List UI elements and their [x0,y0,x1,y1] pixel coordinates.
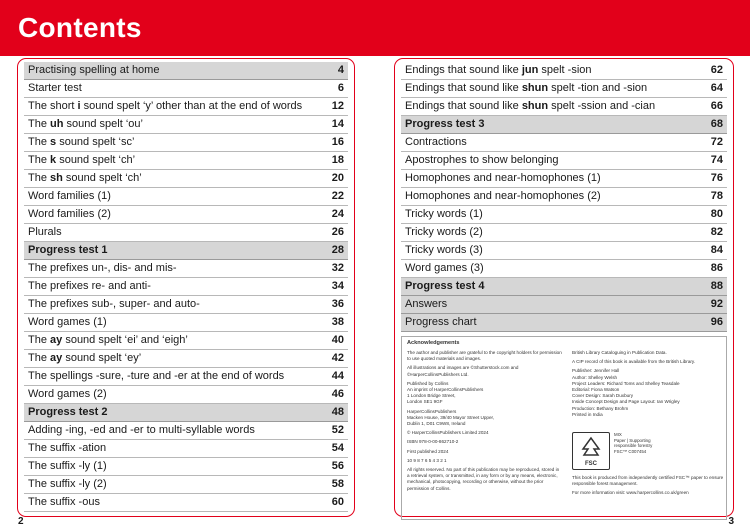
contents-row [401,188,727,206]
contents-row [401,242,727,260]
acknowledgement-paragraph: All rights reserved. No part of this publication may be reproduced, stored in a retrieval system, or transmitted, in any form or by any means, electronic, mechanical, photocopying, recording or otherwise, without the prior permission of Collins. [407,467,560,491]
acknowledgement-paragraph: HarperCollinsPublishers Macken House, 39/40 Mayor Street Upper, Dublin 1, D01 C9W8, Ireland [407,408,495,427]
contents-row-page: 54 [331,442,344,454]
contents-row-page: 12 [331,100,344,112]
contents-row-title: Tricky words (3) [405,244,483,256]
contents-row-page: 46 [331,388,344,400]
contents-row-page: 72 [710,136,723,148]
contents-row [24,242,348,260]
contents-row-page: 96 [710,316,723,328]
contents-row-page: 40 [331,334,344,346]
acknowledgements-col-a [407,350,562,495]
contents-row-page: 86 [710,262,723,274]
contents-row-title: The k sound spelt ‘ch’ [28,154,136,166]
acknowledgement-paragraph: British Library Cataloguing in Publication Data. [572,350,667,355]
contents-row-title: The uh sound spelt ‘ou’ [28,118,143,130]
contents-row [24,116,348,134]
fsc-label: FSC [585,461,597,468]
contents-panel-right [394,58,734,517]
contents-row-page: 42 [331,352,344,364]
contents-row-title: Answers [405,298,448,310]
contents-row-page: 60 [331,496,344,508]
contents-row [401,224,727,242]
contents-row-title: Progress test 3 [405,118,485,130]
contents-row [24,134,348,152]
contents-row-title: Apostrophes to show belonging [405,154,559,166]
contents-row [401,278,727,296]
contents-row-title: Endings that sound like shun spelt -tion and -sion [405,82,648,94]
contents-row-page: 6 [337,82,344,94]
contents-row-page: 18 [331,154,344,166]
contents-row-title: Word games (3) [405,262,484,274]
contents-row [401,116,727,134]
contents-row-page: 44 [331,370,344,382]
contents-row-title: Plurals [28,226,62,238]
contents-row-page: 78 [710,190,723,202]
contents-row [24,170,348,188]
contents-row-page: 84 [710,244,723,256]
contents-row-title: Progress chart [405,316,477,328]
contents-row-page: 74 [710,154,723,166]
acknowledgement-paragraph: Published by Collins An imprint of HarperCollinsPublishers 1 London Bridge Street, London SE1 9GF [407,380,484,405]
contents-row-page: 62 [710,64,723,76]
contents-row [401,62,727,80]
acknowledgement-paragraph: First published 2024 [407,448,449,454]
contents-row-page: 28 [331,244,344,256]
fsc-mix-text: MIX Paper | Supporting responsible forestry FSC™ C007454 [614,432,653,454]
contents-row [24,332,348,350]
contents-row [401,80,727,98]
acknowledgement-paragraph: The author and publisher are grateful to the copyright holders for permission to use quoted materials and images. [407,350,562,362]
contents-row [24,314,348,332]
contents-row-title: The ay sound spelt ‘ey’ [28,352,142,364]
contents-row [24,224,348,242]
contents-row-page: 20 [331,172,344,184]
contents-row-page: 38 [331,316,344,328]
acknowledgements-heading: Acknowledgements [407,340,460,346]
acknowledgement-paragraph: ISBN 978-0-00-862710-2 [407,439,459,445]
contents-row-title: The s sound spelt ‘sc’ [28,136,135,148]
contents-row [24,386,348,404]
acknowledgement-paragraph: 10 9 8 7 6 5 4 3 2 1 [407,457,447,463]
contents-row [401,152,727,170]
acknowledgement-paragraph: © HarperCollinsPublishers Limited 2024 [407,430,489,436]
contents-row-page: 88 [710,280,723,292]
contents-row [24,188,348,206]
contents-row [24,62,348,80]
contents-row-title: Endings that sound like shun spelt -ssion and -cian [405,100,656,112]
contents-row-title: Tricky words (1) [405,208,483,220]
fsc-note: This book is produced from independently certified FSC™ paper to ensure responsible forest management. [572,475,724,487]
fsc-link: For more information visit: www.harpercollins.co.uk/green [572,490,689,496]
contents-row-title: Contractions [405,136,467,148]
contents-row-title: Endings that sound like jun spelt -sion [405,64,592,76]
contents-row [401,260,727,278]
contents-row-title: The suffix -ly (1) [28,460,107,472]
contents-row-page: 82 [710,226,723,238]
contents-row-page: 22 [331,190,344,202]
contents-row-page: 80 [710,208,723,220]
contents-row [401,134,727,152]
contents-row [24,80,348,98]
contents-row [24,260,348,278]
contents-row-page: 92 [710,298,723,310]
contents-row-title: Starter test [28,82,82,94]
contents-row [24,278,348,296]
contents-row-title: The prefixes sub-, super- and auto- [28,298,200,310]
contents-row-page: 24 [331,208,344,220]
contents-row [24,404,348,422]
contents-row [24,296,348,314]
contents-row-page: 34 [331,280,344,292]
contents-row-page: 68 [710,118,723,130]
page-number-right: 3 [728,516,734,527]
contents-row [401,98,727,116]
contents-row-title: Adding -ing, -ed and -er to multi-syllable words [28,424,255,436]
contents-row-page: 52 [331,424,344,436]
page-number-left: 2 [18,516,24,527]
contents-row [24,476,348,494]
contents-row [401,206,727,224]
contents-row-title: Word games (1) [28,316,107,328]
contents-row-title: Tricky words (2) [405,226,483,238]
contents-row-title: Homophones and near-homophones (1) [405,172,601,184]
contents-row [24,458,348,476]
contents-row-page: 14 [331,118,344,130]
contents-row [401,170,727,188]
contents-row-page: 48 [331,406,344,418]
acknowledgement-paragraph: All illustrations and images are ©Shutterstock.com and ©HarperCollinsPublishers Ltd. [407,365,519,377]
contents-row-title: Word families (2) [28,208,111,220]
acknowledgement-paragraph: Publisher: Jennifer Hall Author: Shelley Welsh Project Leaders: Richard Toms and Shelley Teasdale Editorial: Fiona Watson Cover Design: Sarah Duxbury Inside Concept Design and Page Layout: Ian Wrigley Production: Bethany Brohm Printed in India [572,368,680,417]
contents-row-title: Practising spelling at home [28,64,160,76]
contents-row-page: 36 [331,298,344,310]
contents-row-title: The ay sound spelt ‘ei’ and ‘eigh’ [28,334,188,346]
acknowledgement-paragraph: A CIP record of this book is available from the British Library. [572,359,696,365]
contents-row-title: The suffix -ous [28,496,100,508]
contents-row-page: 64 [710,82,723,94]
contents-row-title: The suffix -ation [28,442,107,454]
contents-row [24,440,348,458]
acknowledgements-col-b [572,350,727,421]
contents-row [24,98,348,116]
contents-row-title: Progress test 4 [405,280,485,292]
contents-row [24,494,348,512]
contents-row-title: Homophones and near-homophones (2) [405,190,601,202]
contents-row [24,350,348,368]
contents-row-title: The spellings -sure, -ture and -er at the end of words [28,370,285,382]
contents-row-title: The short i sound spelt ‘y’ other than at the end of words [28,100,303,112]
contents-row-page: 58 [331,478,344,490]
contents-row-title: The prefixes re- and anti- [28,280,151,292]
contents-row-title: Progress test 1 [28,244,108,256]
contents-row [24,368,348,386]
contents-row-title: Word families (1) [28,190,111,202]
contents-row-title: Word games (2) [28,388,107,400]
contents-row-page: 76 [710,172,723,184]
contents-row-title: Progress test 2 [28,406,108,418]
contents-row-page: 66 [710,100,723,112]
page-title: Contents [18,12,142,43]
contents-row-title: The prefixes un-, dis- and mis- [28,262,177,274]
contents-panel-left [17,58,355,517]
contents-row-title: The sh sound spelt ‘ch’ [28,172,142,184]
contents-row-page: 32 [331,262,344,274]
contents-row [24,422,348,440]
contents-row-page: 4 [337,64,344,76]
contents-row-page: 16 [331,136,344,148]
contents-row [24,206,348,224]
contents-row [401,296,727,314]
fsc-logo-icon [572,432,610,470]
contents-row-page: 56 [331,460,344,472]
acknowledgements-box [401,336,727,520]
contents-row-title: The suffix -ly (2) [28,478,107,490]
contents-row [24,152,348,170]
contents-row [401,314,727,332]
contents-row-page: 26 [331,226,344,238]
